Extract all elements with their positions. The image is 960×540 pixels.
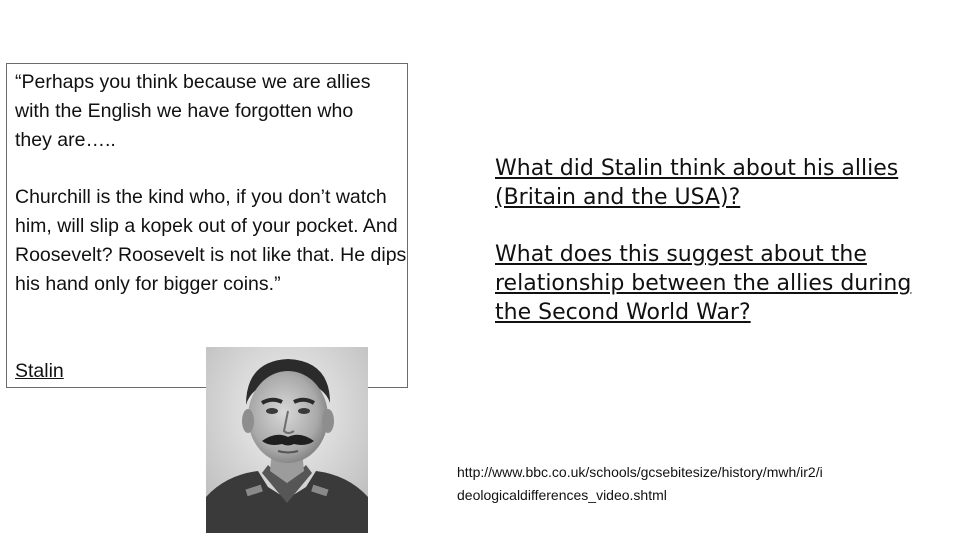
- source-link[interactable]: [457, 461, 927, 507]
- quote-paragraph-1: “Perhaps you think because we are allies with the English we have forgotten who they are…..: [15, 71, 371, 151]
- question-1: What did Stalin think about his allies (Britain and the USA)?: [495, 156, 899, 210]
- stalin-portrait: [206, 347, 368, 533]
- quote-attribution: Stalin: [15, 360, 64, 382]
- source-url-line-2: deologicaldifferences_video.shtml: [457, 487, 667, 503]
- source-url-line-1: http://www.bbc.co.uk/schools/gcsebitesize/history/mwh/ir2/i: [457, 464, 823, 480]
- question-2: What does this suggest about the relationship between the allies during the Second World War?: [495, 242, 912, 325]
- quote-paragraph-2: Churchill is the kind who, if you don’t watch him, will slip a kopek out of your pocket. And Roosevelt? Roosevelt is not like that. He dips his hand only for bigger coins.”: [15, 186, 407, 295]
- quote-box: [6, 63, 408, 388]
- portrait-photo-icon: [206, 347, 368, 533]
